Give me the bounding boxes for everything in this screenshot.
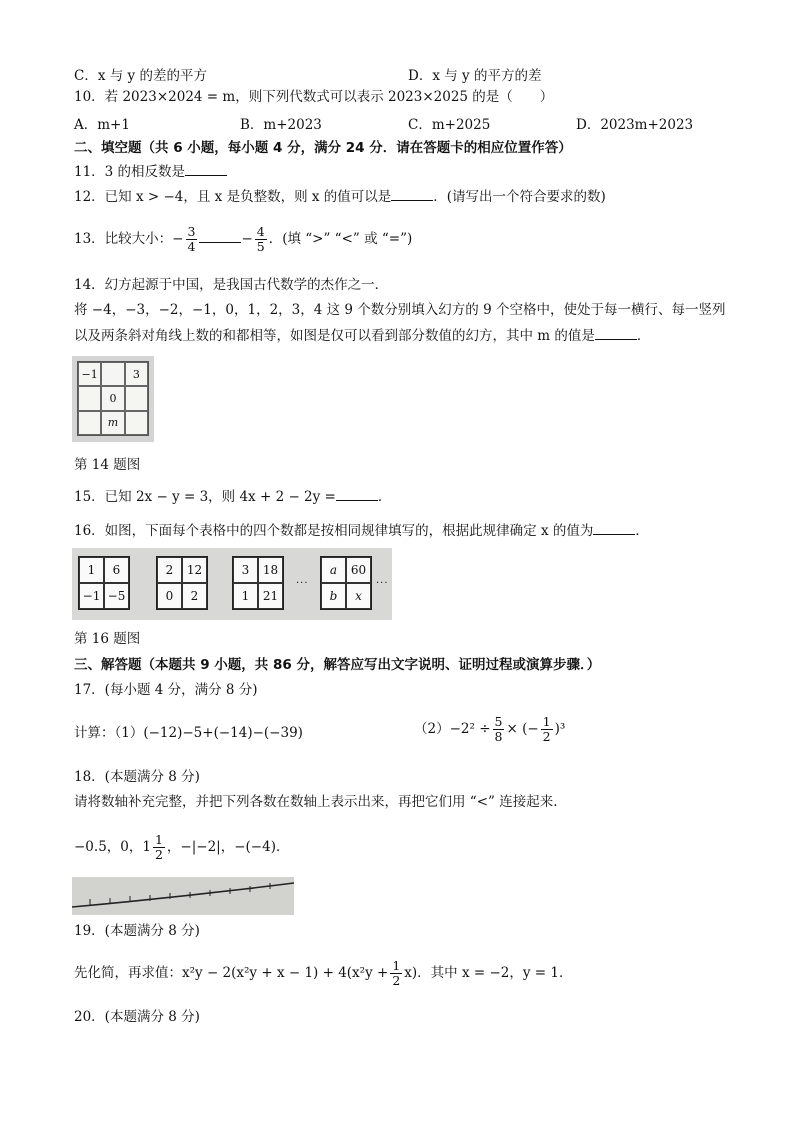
number-line-figure: [72, 877, 294, 915]
q14-line3: 以及两条斜对角线上数的和都相等，如图是仅可以看到部分数值的幻方，其中 m 的值是 ．: [74, 328, 651, 344]
section3-heading: 三、解答题（本题共 9 小题，共 86 分，解答应写出文字说明、证明过程或演算步骤．）: [74, 657, 601, 673]
q18-numbers: [74, 830, 289, 864]
q10-option-b: B．m+2023: [240, 117, 322, 133]
magic-cell: [101, 362, 124, 386]
magic-cell: 3: [125, 362, 148, 386]
q12-post: ．(请写出一个符合要求的数): [433, 189, 606, 205]
q20-header: 20．(本题满分 8 分): [74, 1009, 200, 1025]
q17-part2: [414, 712, 565, 746]
q17-fraction: $\frac{5}{8}$: [494, 714, 503, 744]
q16-pre: 16．如图，下面每个表格中的四个数都是按相同规律填写的，根据此规律确定 x 的值为: [74, 523, 594, 539]
table-cell: 18: [258, 557, 283, 583]
q15-pre: 15．已知 2x − y = 3，则 4x + 2 − 2y =: [74, 489, 336, 505]
magic-cell: [78, 386, 101, 410]
table-cell: b: [321, 583, 346, 609]
table-cell: 2: [182, 583, 207, 609]
q11: [74, 163, 227, 181]
number-line-axis: [72, 883, 294, 907]
q11-text: 11．3 的相反数是: [74, 164, 186, 180]
magic-cell: [125, 386, 148, 410]
q13: [74, 222, 412, 256]
ellipsis: ···: [376, 578, 389, 589]
q19-header: 19．(本题满分 8 分): [74, 923, 200, 939]
q13-post: ．(填 “>” “<” 或 “=”): [268, 231, 413, 247]
q14-line1: 14．幻方起源于中国，是我国古代数学的杰作之一．: [74, 277, 389, 293]
pattern-table: [78, 556, 130, 610]
table-cell: 1: [79, 557, 104, 583]
ellipsis: ···: [296, 578, 309, 589]
q17-part2-pre: （2）−2² ÷: [414, 721, 491, 737]
q9-option-c: C．x 与 y 的差的平方: [74, 68, 207, 84]
magic-cell: 0: [101, 386, 124, 410]
answer-blank: [593, 522, 635, 535]
q17-part2-post: )³: [554, 721, 566, 737]
q14-line3-text: 以及两条斜对角线上数的和都相等，如图是仅可以看到部分数值的幻方，其中 m 的值是: [74, 328, 595, 344]
q10-option-a: A．m+1: [74, 117, 130, 133]
q13-fraction-2: $\frac{4}{5}$: [256, 224, 265, 254]
q13-mid: −: [241, 231, 253, 247]
answer-blank: [199, 230, 241, 243]
q18-fraction: $\frac{1}{2}$: [154, 832, 163, 862]
q10-option-c: C．m+2025: [408, 117, 491, 133]
table-cell: x: [346, 583, 371, 609]
q17-part2-mid: × (−: [506, 721, 539, 737]
q19-fraction: $\frac{1}{2}$: [392, 958, 401, 988]
q17-fraction-2: $\frac{1}{2}$: [542, 714, 551, 744]
q13-fraction-1: $\frac{3}{4}$: [187, 224, 196, 254]
q18-instruction: 请将数轴补充完整，并把下列各数在数轴上表示出来，再把它们用 “<” 连接起来.: [74, 794, 558, 810]
table-cell: 3: [233, 557, 258, 583]
q16: 16．如图，下面每个表格中的四个数都是按相同规律填写的，根据此规律确定 x 的值为 ．: [74, 523, 649, 539]
q17-header: 17．(每小题 4 分，满分 8 分): [74, 682, 258, 698]
number-line-drawing: [72, 877, 294, 915]
q10-option-d: D．2023m+2023: [576, 117, 694, 133]
q19-pre: 先化简，再求值：x²y − 2(x²y + x − 1) + 4(x²y +: [74, 965, 389, 981]
q10-stem: 10．若 2023×2024 = m，则下列代数式可以表示 2023×2025 的是（ ）: [74, 89, 554, 105]
magic-cell: −1: [78, 362, 101, 386]
q9-option-d: D．x 与 y 的平方的差: [408, 68, 542, 84]
magic-square-figure: [72, 356, 154, 442]
table-cell: 60: [346, 557, 371, 583]
magic-cell: [125, 411, 148, 435]
q18-header: 18．(本题满分 8 分): [74, 769, 200, 785]
magic-cell: m: [101, 411, 124, 435]
q12-pre: 12．已知 x > −4，且 x 是负整数，则 x 的值可以是: [74, 189, 392, 205]
table-cell: 1: [233, 583, 258, 609]
pattern-table: [156, 556, 208, 610]
table-cell: 21: [258, 583, 283, 609]
section2-heading: 二、填空题（共 6 小题，每小题 4 分，满分 24 分．请在答题卡的相应位置作答）: [74, 140, 572, 156]
table-cell: 0: [157, 583, 182, 609]
q14-caption: 第 14 题图: [74, 457, 141, 473]
q18-numbers-pre: −0.5，0，1: [74, 839, 151, 855]
answer-blank: [185, 163, 227, 176]
table-cell: −1: [79, 583, 104, 609]
q16-caption: 第 16 题图: [74, 631, 141, 647]
answer-blank: [336, 488, 378, 501]
q17-part1: 计算：（1）(−12)−5+(−14)−(−39): [74, 725, 303, 741]
answer-blank: [595, 327, 637, 340]
magic-cell: [78, 411, 101, 435]
q19-expression: [74, 956, 572, 990]
q15-post: ．: [377, 489, 392, 505]
q15: [74, 488, 391, 506]
pattern-table: [320, 556, 372, 610]
answer-blank: [391, 188, 433, 201]
table-cell: 6: [104, 557, 129, 583]
q14-line2: 将 −4，−3，−2，−1，0，1，2，3，4 这 9 个数分别填入幻方的 9 个空格中，使处于每一横行、每一竖列: [74, 302, 726, 318]
table-cell: a: [321, 557, 346, 583]
table-cell: 2: [157, 557, 182, 583]
pattern-table: [232, 556, 284, 610]
table-cell: 12: [182, 557, 207, 583]
q13-pre: 13．比较大小：−: [74, 231, 184, 247]
pattern-tables-figure: [72, 548, 392, 620]
q12: [74, 188, 606, 206]
q18-numbers-post: ，−|−2|，−(−4)．: [166, 839, 290, 855]
q19-post: x)．其中 x = −2，y = 1．: [404, 965, 573, 981]
table-cell: −5: [104, 583, 129, 609]
